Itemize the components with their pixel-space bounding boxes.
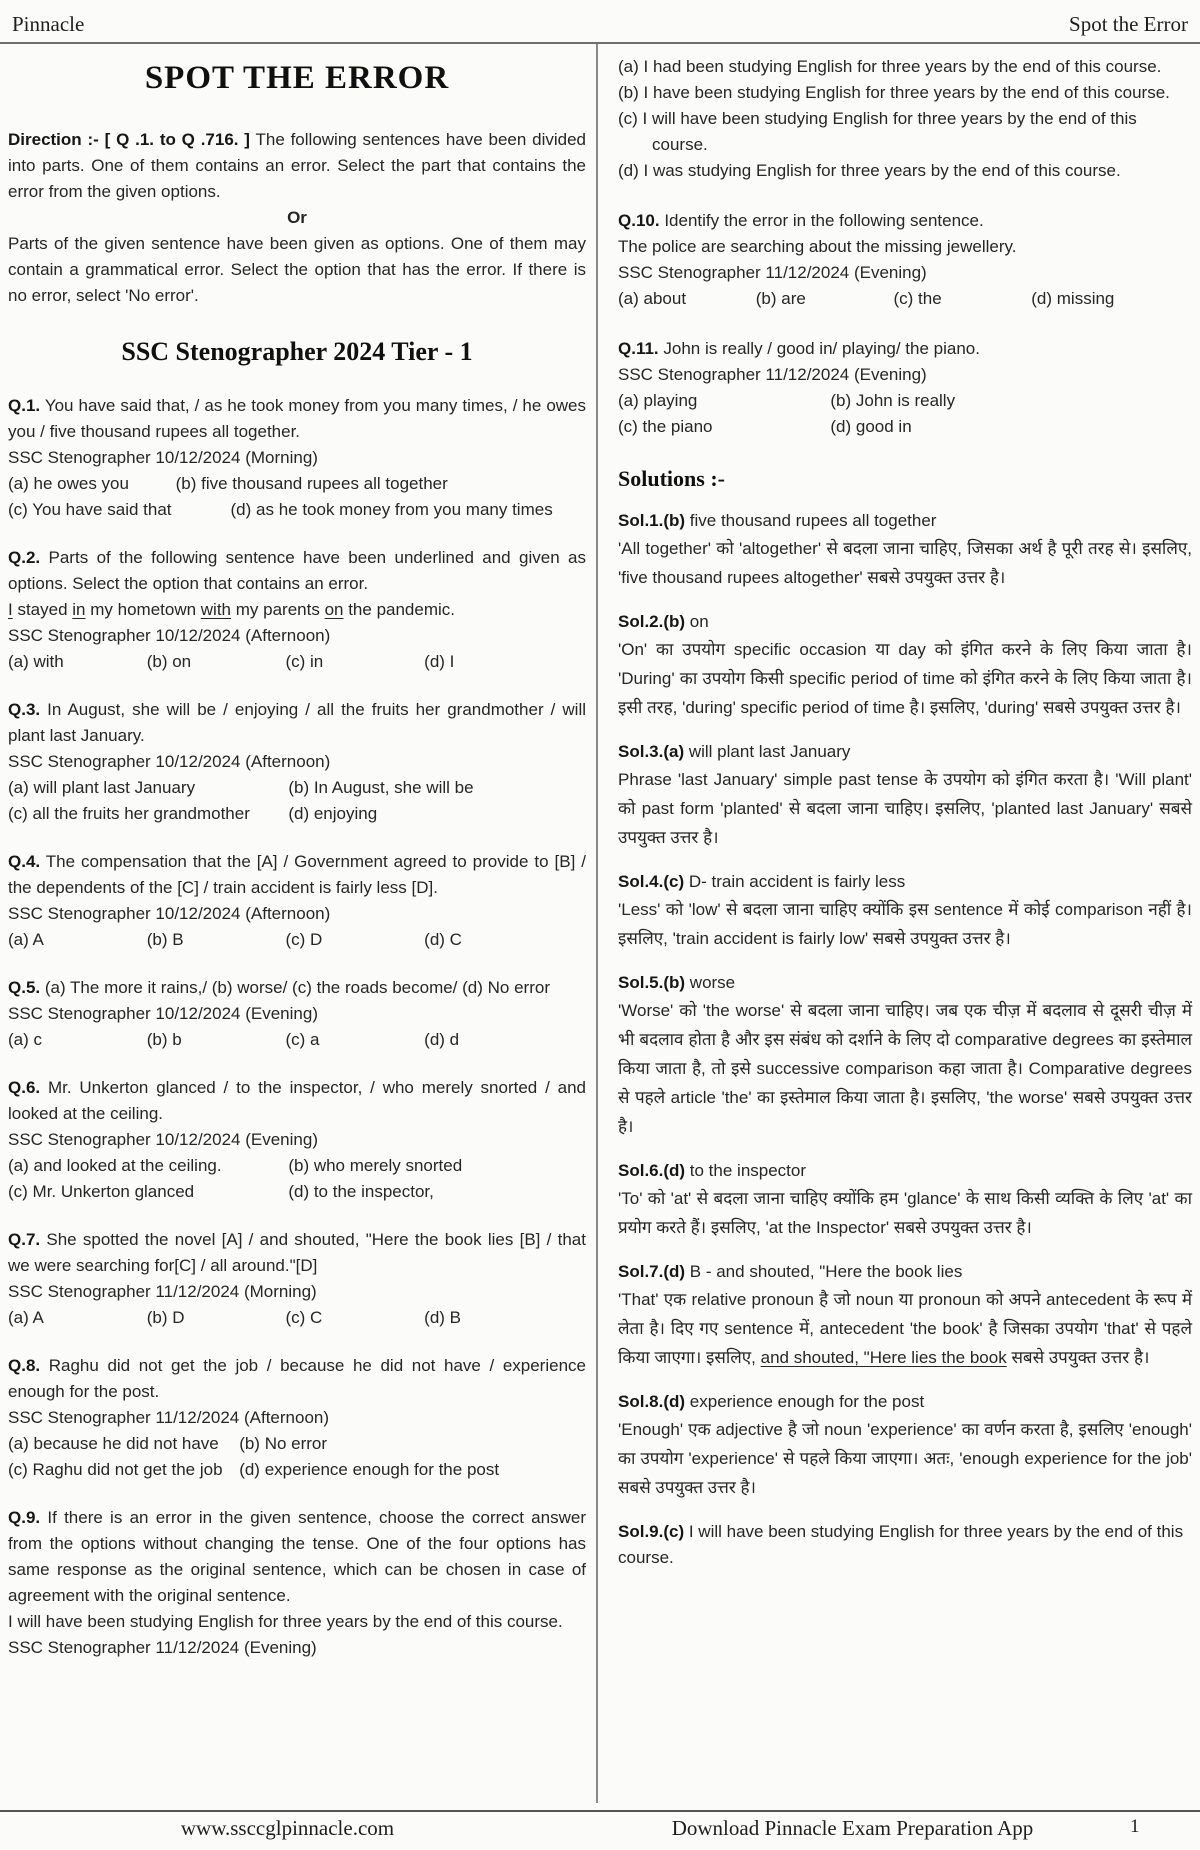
option-row bbox=[618, 286, 1192, 312]
question-source: SSC Stenographer 11/12/2024 (Evening) bbox=[8, 1638, 317, 1657]
option-d: (d) missing bbox=[1031, 289, 1115, 308]
question-1 bbox=[8, 393, 586, 523]
question-9-options bbox=[618, 54, 1192, 184]
page-footer bbox=[0, 1810, 1200, 1850]
option-row bbox=[8, 1027, 586, 1053]
solution-5 bbox=[618, 970, 1192, 1141]
question-text: Q.8. Raghu did not get the job / because he did not have / experience enough for the post. bbox=[8, 1356, 586, 1401]
solution-answer: Sol.9.(c) I will have been studying English for three years by the end of this course. bbox=[618, 1522, 1184, 1567]
solution-2 bbox=[618, 609, 1192, 722]
option-a: (a) playing bbox=[618, 391, 698, 410]
option-a: (a) A bbox=[8, 930, 44, 949]
option-row bbox=[8, 1179, 586, 1205]
option-row bbox=[8, 775, 586, 801]
solution-explanation: 'Enough' एक adjective है जो noun 'experience' का वर्णन करता है, इसलिए 'enough' का उपयोग 'experience' से पहले किया जाएगा। अतः, 'enough experience for the job' सबसे उपयुक्त उत्तर है। bbox=[618, 1420, 1192, 1497]
question-2 bbox=[8, 545, 586, 675]
solution-7 bbox=[618, 1259, 1192, 1372]
option-b: (b) are bbox=[755, 289, 806, 308]
option-row bbox=[8, 1153, 586, 1179]
option-d: (d) experience enough for the post bbox=[239, 1460, 500, 1479]
direction-block bbox=[8, 127, 586, 309]
option-row bbox=[8, 649, 586, 675]
question-source: SSC Stenographer 11/12/2024 (Evening) bbox=[618, 365, 927, 384]
option-b: (b) b bbox=[146, 1030, 182, 1049]
option-d: (d) I was studying English for three years by the end of this course. bbox=[618, 161, 1121, 180]
question-4 bbox=[8, 849, 586, 953]
solutions-heading: Solutions :- bbox=[618, 466, 725, 491]
option-row bbox=[8, 927, 586, 953]
solution-9 bbox=[618, 1519, 1192, 1571]
option-d: (d) d bbox=[424, 1030, 460, 1049]
footer-website: www.ssccglpinnacle.com bbox=[180, 1816, 395, 1840]
section-heading: SSC Stenographer 2024 Tier - 1 bbox=[121, 337, 473, 366]
solution-answer: Sol.3.(a) will plant last January bbox=[618, 742, 851, 761]
question-10 bbox=[618, 208, 1192, 312]
option-row bbox=[8, 471, 586, 497]
option-row bbox=[618, 414, 1192, 440]
right-column bbox=[598, 44, 1200, 1803]
option-c: (c) C bbox=[285, 1308, 323, 1327]
solution-explanation: 'That' एक relative pronoun है जो noun या pronoun को अपने antecedent के रूप में लेता है। दिए गए sentence में, antecedent 'the book' है जिसका उपयोग 'that' से पहले किया जाएगा। इसलिए, and shouted, "Here lies the book सबसे उपयुक्त उत्तर है। bbox=[618, 1290, 1192, 1367]
option-a: (a) A bbox=[8, 1308, 44, 1327]
solution-answer: Sol.2.(b) on bbox=[618, 612, 709, 631]
option-d: (d) good in bbox=[830, 417, 912, 436]
option-b: (b) on bbox=[146, 652, 192, 671]
question-7 bbox=[8, 1227, 586, 1331]
solution-8 bbox=[618, 1389, 1192, 1502]
option-row bbox=[8, 497, 586, 523]
option-row bbox=[618, 388, 1192, 414]
option-a: (a) I had been studying English for three years by the end of this course. bbox=[618, 57, 1162, 76]
option-row bbox=[8, 1431, 586, 1457]
option-b: (b) five thousand rupees all together bbox=[175, 474, 448, 493]
solution-4 bbox=[618, 869, 1192, 953]
option-d: (d) I bbox=[424, 652, 455, 671]
header-brand: Pinnacle bbox=[12, 12, 85, 36]
page-title: SPOT THE ERROR bbox=[144, 60, 450, 96]
question-text: Q.9. If there is an error in the given sentence, choose the correct answer from the options without changing the tense. One of the four options has same response as the original sentence, which can be chosen in case of agreement with the original sentence. bbox=[8, 1508, 586, 1605]
option-d: (d) to the inspector, bbox=[288, 1182, 434, 1201]
solution-answer: Sol.1.(b) five thousand rupees all together bbox=[618, 511, 937, 530]
solution-answer: Sol.4.(c) D- train accident is fairly less bbox=[618, 872, 906, 891]
question-source: SSC Stenographer 10/12/2024 (Afternoon) bbox=[8, 752, 331, 771]
option-c: (c) D bbox=[285, 930, 323, 949]
question-3 bbox=[8, 697, 586, 827]
question-text: Q.1. You have said that, / as he took money from you many times, / he owes you / five thousand rupees all together. bbox=[8, 396, 587, 441]
question-text: Q.11. John is really / good in/ playing/ the piano. bbox=[618, 339, 980, 358]
question-sentence: The police are searching about the missing jewellery. bbox=[618, 237, 1017, 256]
option-d: (d) enjoying bbox=[288, 804, 378, 823]
question-text: Q.2. Parts of the following sentence have been underlined and given as options. Select the option that contains an error. bbox=[8, 548, 586, 593]
question-source: SSC Stenographer 11/12/2024 (Morning) bbox=[8, 1282, 317, 1301]
page-header bbox=[0, 0, 1200, 44]
option-d: (d) B bbox=[424, 1308, 461, 1327]
solution-explanation: 'Less' को 'low' से बदला जाना चाहिए क्योंकि इस sentence में कोई comparison नहीं है। इसलिए, 'train accident is fairly low' सबसे उपयुक्त उत्तर है। bbox=[618, 900, 1192, 948]
option-b: (b) John is really bbox=[830, 391, 956, 410]
question-text: Q.6. Mr. Unkerton glanced / to the inspector, / who merely snorted / and looked at the ceiling. bbox=[8, 1078, 586, 1123]
option-c: (c) all the fruits her grandmother bbox=[8, 804, 250, 823]
question-6 bbox=[8, 1075, 586, 1205]
option-c: (c) I will have been studying English for three years by the end of this course. bbox=[618, 109, 1137, 154]
option-row bbox=[8, 1457, 586, 1483]
question-text: Q.3. In August, she will be / enjoying / all the fruits her grandmother / will plant last January. bbox=[8, 700, 586, 745]
option-c: (c) in bbox=[285, 652, 324, 671]
option-d: (d) as he took money from you many times bbox=[230, 500, 553, 519]
question-5 bbox=[8, 975, 586, 1053]
option-b: (b) who merely snorted bbox=[288, 1156, 463, 1175]
footer-page-number: 1 bbox=[1130, 1816, 1140, 1837]
footer-app-text: Download Pinnacle Exam Preparation App bbox=[671, 1816, 1034, 1840]
question-text: Q.10. Identify the error in the following sentence. bbox=[618, 211, 984, 230]
solution-explanation: 'All together' को 'altogether' से बदला जाना चाहिए, जिसका अर्थ है पूरी तरह से। इसलिए, 'five thousand rupees altogether' सबसे उपयुक्त उत्तर है। bbox=[618, 539, 1192, 587]
solution-answer: Sol.6.(d) to the inspector bbox=[618, 1161, 807, 1180]
question-source: SSC Stenographer 11/12/2024 (Evening) bbox=[618, 263, 927, 282]
option-a: (a) about bbox=[618, 289, 687, 308]
option-a: (a) and looked at the ceiling. bbox=[8, 1156, 222, 1175]
solution-answer: Sol.5.(b) worse bbox=[618, 973, 736, 992]
option-a: (a) because he did not have bbox=[8, 1434, 219, 1453]
question-text: Q.4. The compensation that the [A] / Government agreed to provide to [B] / the dependents of the [C] / train accident is fairly less [D]. bbox=[8, 852, 586, 897]
question-source: SSC Stenographer 10/12/2024 (Evening) bbox=[8, 1130, 318, 1149]
option-a: (a) will plant last January bbox=[8, 778, 196, 797]
question-source: SSC Stenographer 10/12/2024 (Evening) bbox=[8, 1004, 318, 1023]
solution-1 bbox=[618, 508, 1192, 592]
question-sentence: I will have been studying English for three years by the end of this course. bbox=[8, 1612, 563, 1631]
option-a: (a) c bbox=[8, 1030, 42, 1049]
solution-6 bbox=[618, 1158, 1192, 1242]
solution-answer: Sol.8.(d) experience enough for the post bbox=[618, 1392, 925, 1411]
question-text: Q.7. She spotted the novel [A] / and shouted, "Here the book lies [B] / that we were searching for[C] / all around."[D] bbox=[8, 1230, 586, 1275]
option-c: (c) Mr. Unkerton glanced bbox=[8, 1182, 195, 1201]
option-c: (c) the bbox=[893, 289, 942, 308]
question-source: SSC Stenographer 11/12/2024 (Afternoon) bbox=[8, 1408, 330, 1427]
question-text: Q.5. (a) The more it rains,/ (b) worse/ (c) the roads become/ (d) No error bbox=[8, 978, 550, 997]
option-b: (b) D bbox=[146, 1308, 185, 1327]
solution-answer: Sol.7.(d) B - and shouted, "Here the book lies bbox=[618, 1262, 963, 1281]
option-c: (c) the piano bbox=[618, 417, 713, 436]
option-a: (a) with bbox=[8, 652, 64, 671]
page-body bbox=[0, 44, 1200, 1803]
question-8 bbox=[8, 1353, 586, 1483]
question-source: SSC Stenographer 10/12/2024 (Afternoon) bbox=[8, 904, 331, 923]
option-row bbox=[8, 1305, 586, 1331]
option-b: (b) B bbox=[146, 930, 184, 949]
direction-alt: Parts of the given sentence have been given as options. One of them may contain a grammatical error. Select the option that has the error. If there is no error, select 'No error'. bbox=[8, 234, 586, 305]
solution-3 bbox=[618, 739, 1192, 852]
header-chapter: Spot the Error bbox=[1069, 12, 1188, 36]
left-column bbox=[0, 44, 596, 1803]
option-b: (b) In August, she will be bbox=[288, 778, 474, 797]
question-source: SSC Stenographer 10/12/2024 (Afternoon) bbox=[8, 626, 331, 645]
solution-explanation: Phrase 'last January' simple past tense के उपयोग को इंगित करता है। 'Will plant' को past form 'planted' से बदला जाना चाहिए। इसलिए, 'planted last January' सबसे उपयुक्त उत्तर है। bbox=[618, 770, 1192, 847]
direction-text: Direction :- [ Q .1. to Q .716. ] The following sentences have been divided into parts. One of them contains an error. Select the part that contains the error from the given options. bbox=[8, 130, 587, 201]
solution-explanation: 'On' का उपयोग specific occasion या day को इंगित करने के लिए किया जाता है। 'During' का उपयोग किसी specific period of time को इंगित करने के लिए किया जाता है। इसी तरह, 'during' specific period of time है। इसलिए, 'during' सबसे उपयुक्त उत्तर है। bbox=[618, 640, 1192, 717]
direction-or: Or bbox=[287, 208, 307, 227]
option-a: (a) he owes you bbox=[8, 474, 129, 493]
option-c: (c) You have said that bbox=[8, 500, 172, 519]
option-d: (d) C bbox=[424, 930, 462, 949]
solution-explanation: 'To' को 'at' से बदला जाना चाहिए क्योंकि हम 'glance' के साथ किसी व्यक्ति के लिए 'at' का प्रयोग करते हैं। इसलिए, 'at the Inspector' सबसे उपयुक्त उत्तर है। bbox=[618, 1189, 1192, 1237]
solution-explanation: 'Worse' को 'the worse' से बदला जाना चाहिए। जब एक चीज़ में बदलाव से दूसरी चीज़ में भी बदलाव होता है और इस संबंध को दर्शाने के लिए दो comparative degrees का इस्तेमाल किया जाता है, तो इसे successive comparison कहा जाता है। Comparative degrees से पहले article 'the' का इस्तेमाल किया जाता है। इसलिए, 'the worse' सबसे उपयुक्त उत्तर है। bbox=[618, 1001, 1192, 1136]
option-c: (c) Raghu did not get the job bbox=[8, 1460, 223, 1479]
question-9 bbox=[8, 1505, 586, 1661]
option-b: (b) No error bbox=[239, 1434, 328, 1453]
question-11 bbox=[618, 336, 1192, 440]
question-sentence: I stayed in my hometown with my parents on the pandemic. bbox=[8, 600, 455, 619]
question-source: SSC Stenographer 10/12/2024 (Morning) bbox=[8, 448, 318, 467]
option-row bbox=[8, 801, 586, 827]
option-b: (b) I have been studying English for three years by the end of this course. bbox=[618, 83, 1170, 102]
option-c: (c) a bbox=[285, 1030, 320, 1049]
